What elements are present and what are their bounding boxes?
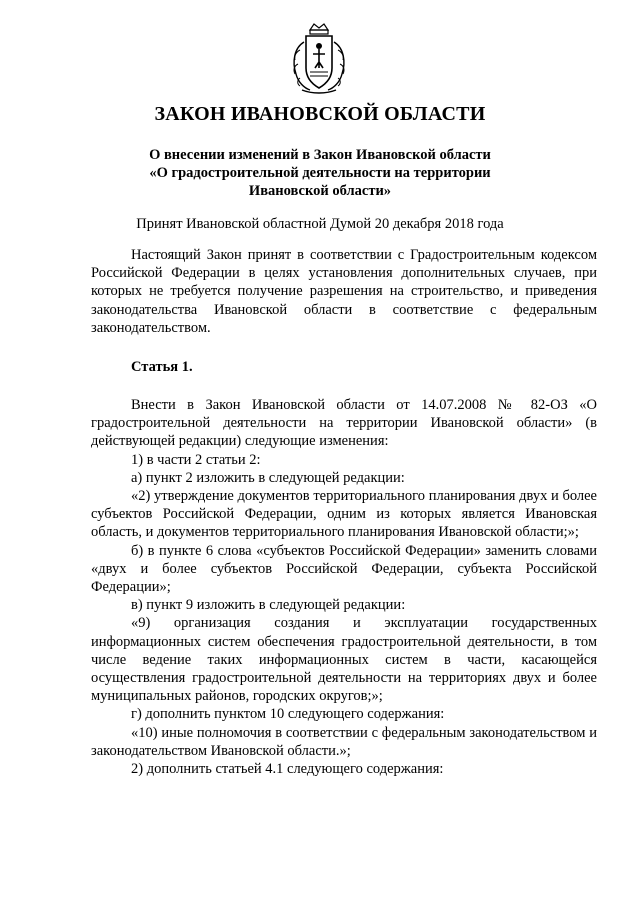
preamble-paragraph: Настоящий Закон принят в соответствии с Градостроительным кодексом Российской Федерации в целях установления дополнительных случаев, при которых не требуется получение разрешения на строительство, и приведения законодательства Ивановской области в соответствие с федеральным законодательством. — [91, 247, 597, 336]
article-paragraph: Внести в Закон Ивановской области от 14.07.2008 № 82-ОЗ «О градостроительной деятельности на территории Ивановской области» (в действующей редакции) следующие изменения: — [91, 397, 597, 450]
article-body — [91, 396, 597, 778]
subtitle-line: «О градостроительной деятельности на территории — [149, 165, 491, 181]
article-paragraph: 2) дополнить статьей 4.1 следующего содержания: — [131, 761, 444, 778]
law-subtitle — [90, 146, 550, 200]
article-paragraph: «9) организация создания и эксплуатации государственных информационных систем обеспечения градостроительной деятельности, в том числе ведение таких информационных систем в части, касающейся осуществления градостроительной деятельности на территориях двух и более муниципальных районов, городских округов;»; — [91, 615, 597, 705]
law-title: ЗАКОН ИВАНОВСКОЙ ОБЛАСТИ — [154, 103, 486, 125]
article-paragraph: «2) утверждение документов территориального планирования двух и более субъектов Российской Федерации, одним из которых является Ивановская область, и документов территориального планирования Ивановской области;»; — [91, 488, 597, 541]
ivanovo-coat-of-arms-icon — [288, 22, 350, 96]
article-paragraph: б) в пункте 6 слова «субъектов Российской Федерации» заменить словами «двух и более субъектов Российской Федерации, субъекта Российской Федерации»; — [91, 542, 597, 596]
article-paragraph: г) дополнить пунктом 10 следующего содержания: — [131, 706, 445, 723]
article-heading: Статья 1. — [131, 359, 193, 375]
subtitle-line: О внесении изменений в Закон Ивановской области — [149, 147, 491, 163]
article-paragraph: 1) в части 2 статьи 2: — [131, 451, 261, 468]
article-paragraph: а) пункт 2 изложить в следующей редакции: — [131, 469, 405, 486]
subtitle-line: Ивановской области» — [248, 183, 392, 199]
article-paragraph: в) пункт 9 изложить в следующей редакции: — [131, 597, 406, 614]
article-paragraph: «10) иные полномочия в соответствии с федеральным законодательством и законодательством Ивановской области.»; — [91, 724, 597, 759]
adoption-line: Принят Ивановской областной Думой 20 декабря 2018 года — [136, 216, 504, 232]
preamble-block — [91, 246, 597, 337]
